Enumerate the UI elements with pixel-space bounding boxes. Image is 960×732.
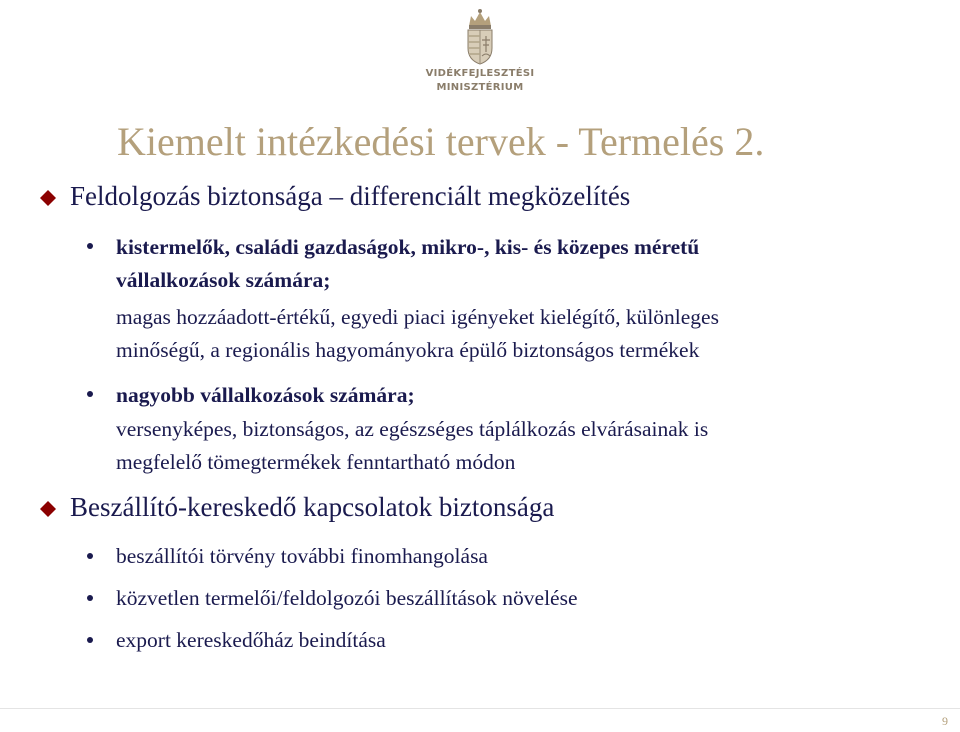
section-heading-processing: Feldolgozás biztonsága – differenciált megközelítés xyxy=(70,181,631,211)
bullet-dot xyxy=(87,391,93,397)
item-supplier-law: beszállítói törvény további finomhangolása xyxy=(116,544,488,568)
bullet-dot xyxy=(87,637,93,643)
slide-title: Kiemelt intézkedési tervek - Termelés 2. xyxy=(117,119,765,164)
footer-divider xyxy=(0,708,960,709)
item-small-business-heading-line1: kistermelők, családi gazdaságok, mikro-, kis- és közepes méretű xyxy=(116,235,700,259)
item-small-business-text-line2: minőségű, a regionális hagyományokra épülő biztonságos termékek xyxy=(116,338,700,362)
diamond-bullet-icon xyxy=(40,190,56,206)
diamond-bullet-icon xyxy=(40,501,56,517)
hungarian-coat-of-arms-icon xyxy=(460,8,500,66)
ministry-name-line2: MINISZTÉRIUM xyxy=(436,82,524,93)
ministry-logo xyxy=(420,8,540,100)
section-heading-supplier-trader: Beszállító-kereskedő kapcsolatok biztonsága xyxy=(70,492,555,522)
ministry-name-line1: VIDÉKFEJLESZTÉSI xyxy=(425,68,535,79)
bullet-dot xyxy=(87,243,93,249)
item-direct-supply: közvetlen termelői/feldolgozói beszállítások növelése xyxy=(116,586,578,610)
item-small-business-heading-line2: vállalkozások számára; xyxy=(116,268,331,292)
page-number: 9 xyxy=(942,714,948,728)
item-large-business-text-line2: megfelelő tömegtermékek fenntartható módon xyxy=(116,450,516,474)
item-large-business-heading: nagyobb vállalkozások számára; xyxy=(116,383,415,407)
item-large-business-text-line1: versenyképes, biztonságos, az egészséges táplálkozás elvárásainak is xyxy=(116,417,709,441)
item-export-trading-house: export kereskedőház beindítása xyxy=(116,628,386,652)
bullet-dot xyxy=(87,595,93,601)
bullet-dot xyxy=(87,553,93,559)
item-small-business-text-line1: magas hozzáadott-értékű, egyedi piaci igényeket kielégítő, különleges xyxy=(116,305,719,329)
